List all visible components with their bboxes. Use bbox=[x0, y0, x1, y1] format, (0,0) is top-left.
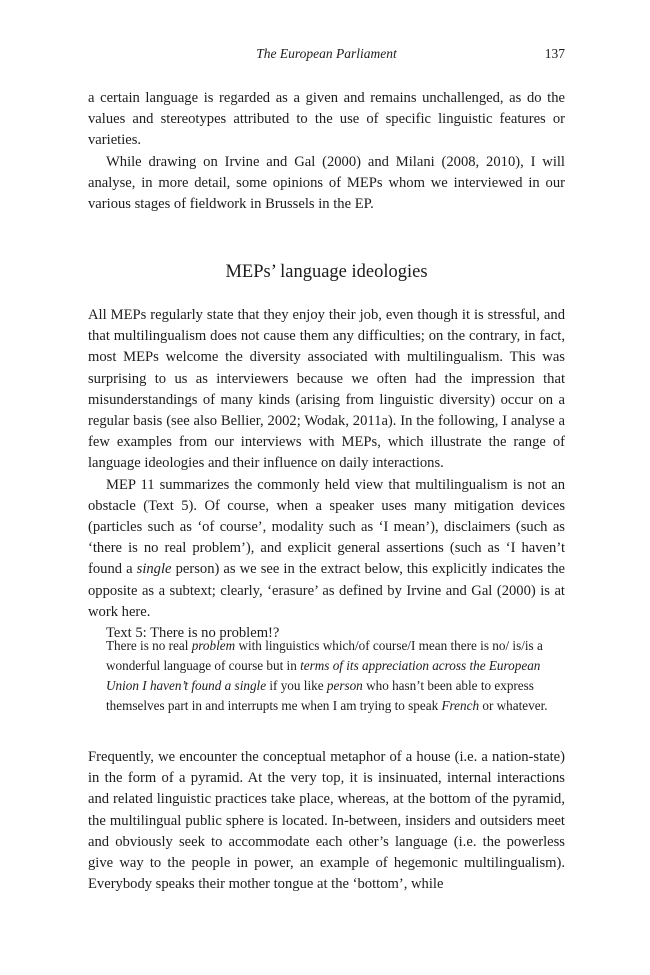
paragraph: a certain language is regarded as a given and remains unchallenged, as do the values and stereotypes attributed to the use of specific linguistic features or varieties. bbox=[88, 90, 565, 149]
block-quote bbox=[106, 636, 548, 716]
paragraph: All MEPs regularly state that they enjoy their job, even though it is stressful, and that multilingualism does not cause them any difficulties; on the contrary, in fact, most MEPs welcome the diversity associated with multilingualism. This was surprising to us as interviewers because we often had the impression that misunderstandings of many kinds (arising from linguistic diversity) occur on a regular basis (see also Bellier, 2002; Wodak, 2011a). In the following, I analyse a few examples from our interviews with MEPs, which illustrate the range of language ideologies and their influence on daily interactions. bbox=[88, 307, 565, 472]
running-title: The European Parliament bbox=[256, 46, 397, 61]
paragraph bbox=[88, 475, 565, 623]
text-run: person) as we see in the extract below, this explicitly indicates the opposite as a subtext; clearly, ‘erasure’ as defined by Irvine and Gal (2000) is at work here. bbox=[88, 561, 565, 620]
extract-caption: Text 5: There is no problem!? bbox=[106, 625, 280, 642]
emphasis: person bbox=[326, 678, 363, 693]
paragraph: Frequently, we encounter the conceptual metaphor of a house (i.e. a nation-state) in the form of a pyramid. At the very top, it is insinuated, internal interactions and related linguistic practices take place, whereas, at the bottom of the pyramid, the multilingual public sphere is located. In-between, insiders and outsiders meet and obviously seek to accommodate each other’s language (i.e. the powerless give way to the people in power, an example of hegemonic multilingualism). Everybody speaks their mother tongue at the ‘bottom’, while bbox=[88, 749, 565, 893]
paragraph: While drawing on Irvine and Gal (2000) and Milani (2008, 2010), I will analyse, in more detail, some opinions of MEPs whom we interviewed in our various stages of fieldwork in Brussels in the EP. bbox=[88, 153, 565, 213]
text-run: with linguistics which/of course/I mean there is no/ is/is a wonderful language of course but in bbox=[106, 638, 543, 673]
intro-block bbox=[88, 88, 565, 215]
section-heading: MEPs’ language ideologies bbox=[225, 262, 428, 282]
text-run: if you like bbox=[266, 678, 327, 693]
emphasis: terms of its appreciation across the European Union I haven’t found a single bbox=[106, 658, 541, 693]
running-header bbox=[88, 46, 565, 66]
text-run: There is no real bbox=[106, 638, 192, 653]
emphasis: single bbox=[136, 561, 172, 578]
emphasis: problem bbox=[191, 638, 236, 653]
section-block bbox=[88, 305, 565, 644]
emphasis: French bbox=[441, 698, 480, 713]
text-run: or whatever. bbox=[479, 698, 548, 713]
text-run: MEP 11 summarizes the commonly held view that multilingualism is not an obstacle (Text 5). Of course, when a speaker uses many mitigation devices (particles such as ‘of course’, modality such as ‘I mean’), disclaimers (such as ‘there is no real problem’), and explicit general assertions (such as ‘I haven’t found a bbox=[88, 476, 565, 578]
closing-block bbox=[88, 747, 565, 895]
page-number: 137 bbox=[544, 46, 565, 61]
text-run: who hasn’t been able to express themselves part in and interrupts me when I am trying to speak bbox=[106, 678, 534, 713]
